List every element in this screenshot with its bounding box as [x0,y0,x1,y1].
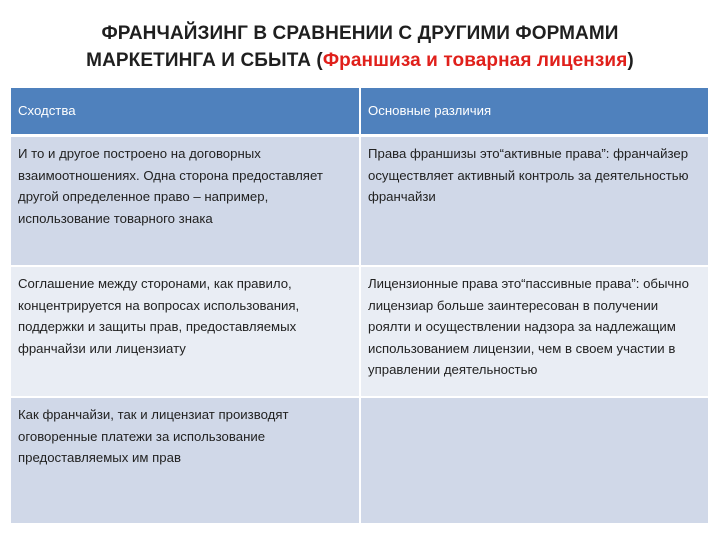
table-row [11,266,708,397]
similarity-cell: Как франчайзи, так и лицензиат производят оговоренные платежи за использование предоставляемых им прав [11,397,360,524]
title-line-2 [20,47,700,74]
similarity-cell: И то и другое построено на договорных взаимоотношениях. Одна сторона предоставляет другой определенное право – например, использование товарного знака [11,136,360,267]
comparison-table [11,88,708,525]
table-row [11,136,708,267]
title-line-1: ФРАНЧАЙЗИНГ В СРАВНЕНИИ С ДРУГИМИ ФОРМАМИ [101,23,619,44]
title-line-2-suffix: ) [627,50,634,71]
difference-cell: Права франшизы это“активные права”: франчайзер осуществляет активный контроль за деятельностью франчайзи [360,136,708,267]
slide-title [20,20,700,74]
header-differences: Основные различия [360,88,708,136]
empty-difference-cell [360,397,708,524]
difference-cell: Лицензионные права это“пассивные права”: обычно лицензиар больше заинтересован в получении роялти и осуществлении надзора за надлежащим использованием лицензии, чем в своем участии в управлении деятельностью [360,266,708,397]
similarity-cell: Соглашение между сторонами, как правило, концентрируется на вопросах использования, поддержки и защиты прав, предоставляемых франчайзи или лицензиату [11,266,360,397]
title-line-2-prefix: МАРКЕТИНГА И СБЫТА ( [86,50,323,71]
header-similarities: Сходства [11,88,360,136]
title-accent: Франшиза и товарная лицензия [322,50,628,71]
table-row [11,397,708,524]
table-header-row [11,88,708,136]
